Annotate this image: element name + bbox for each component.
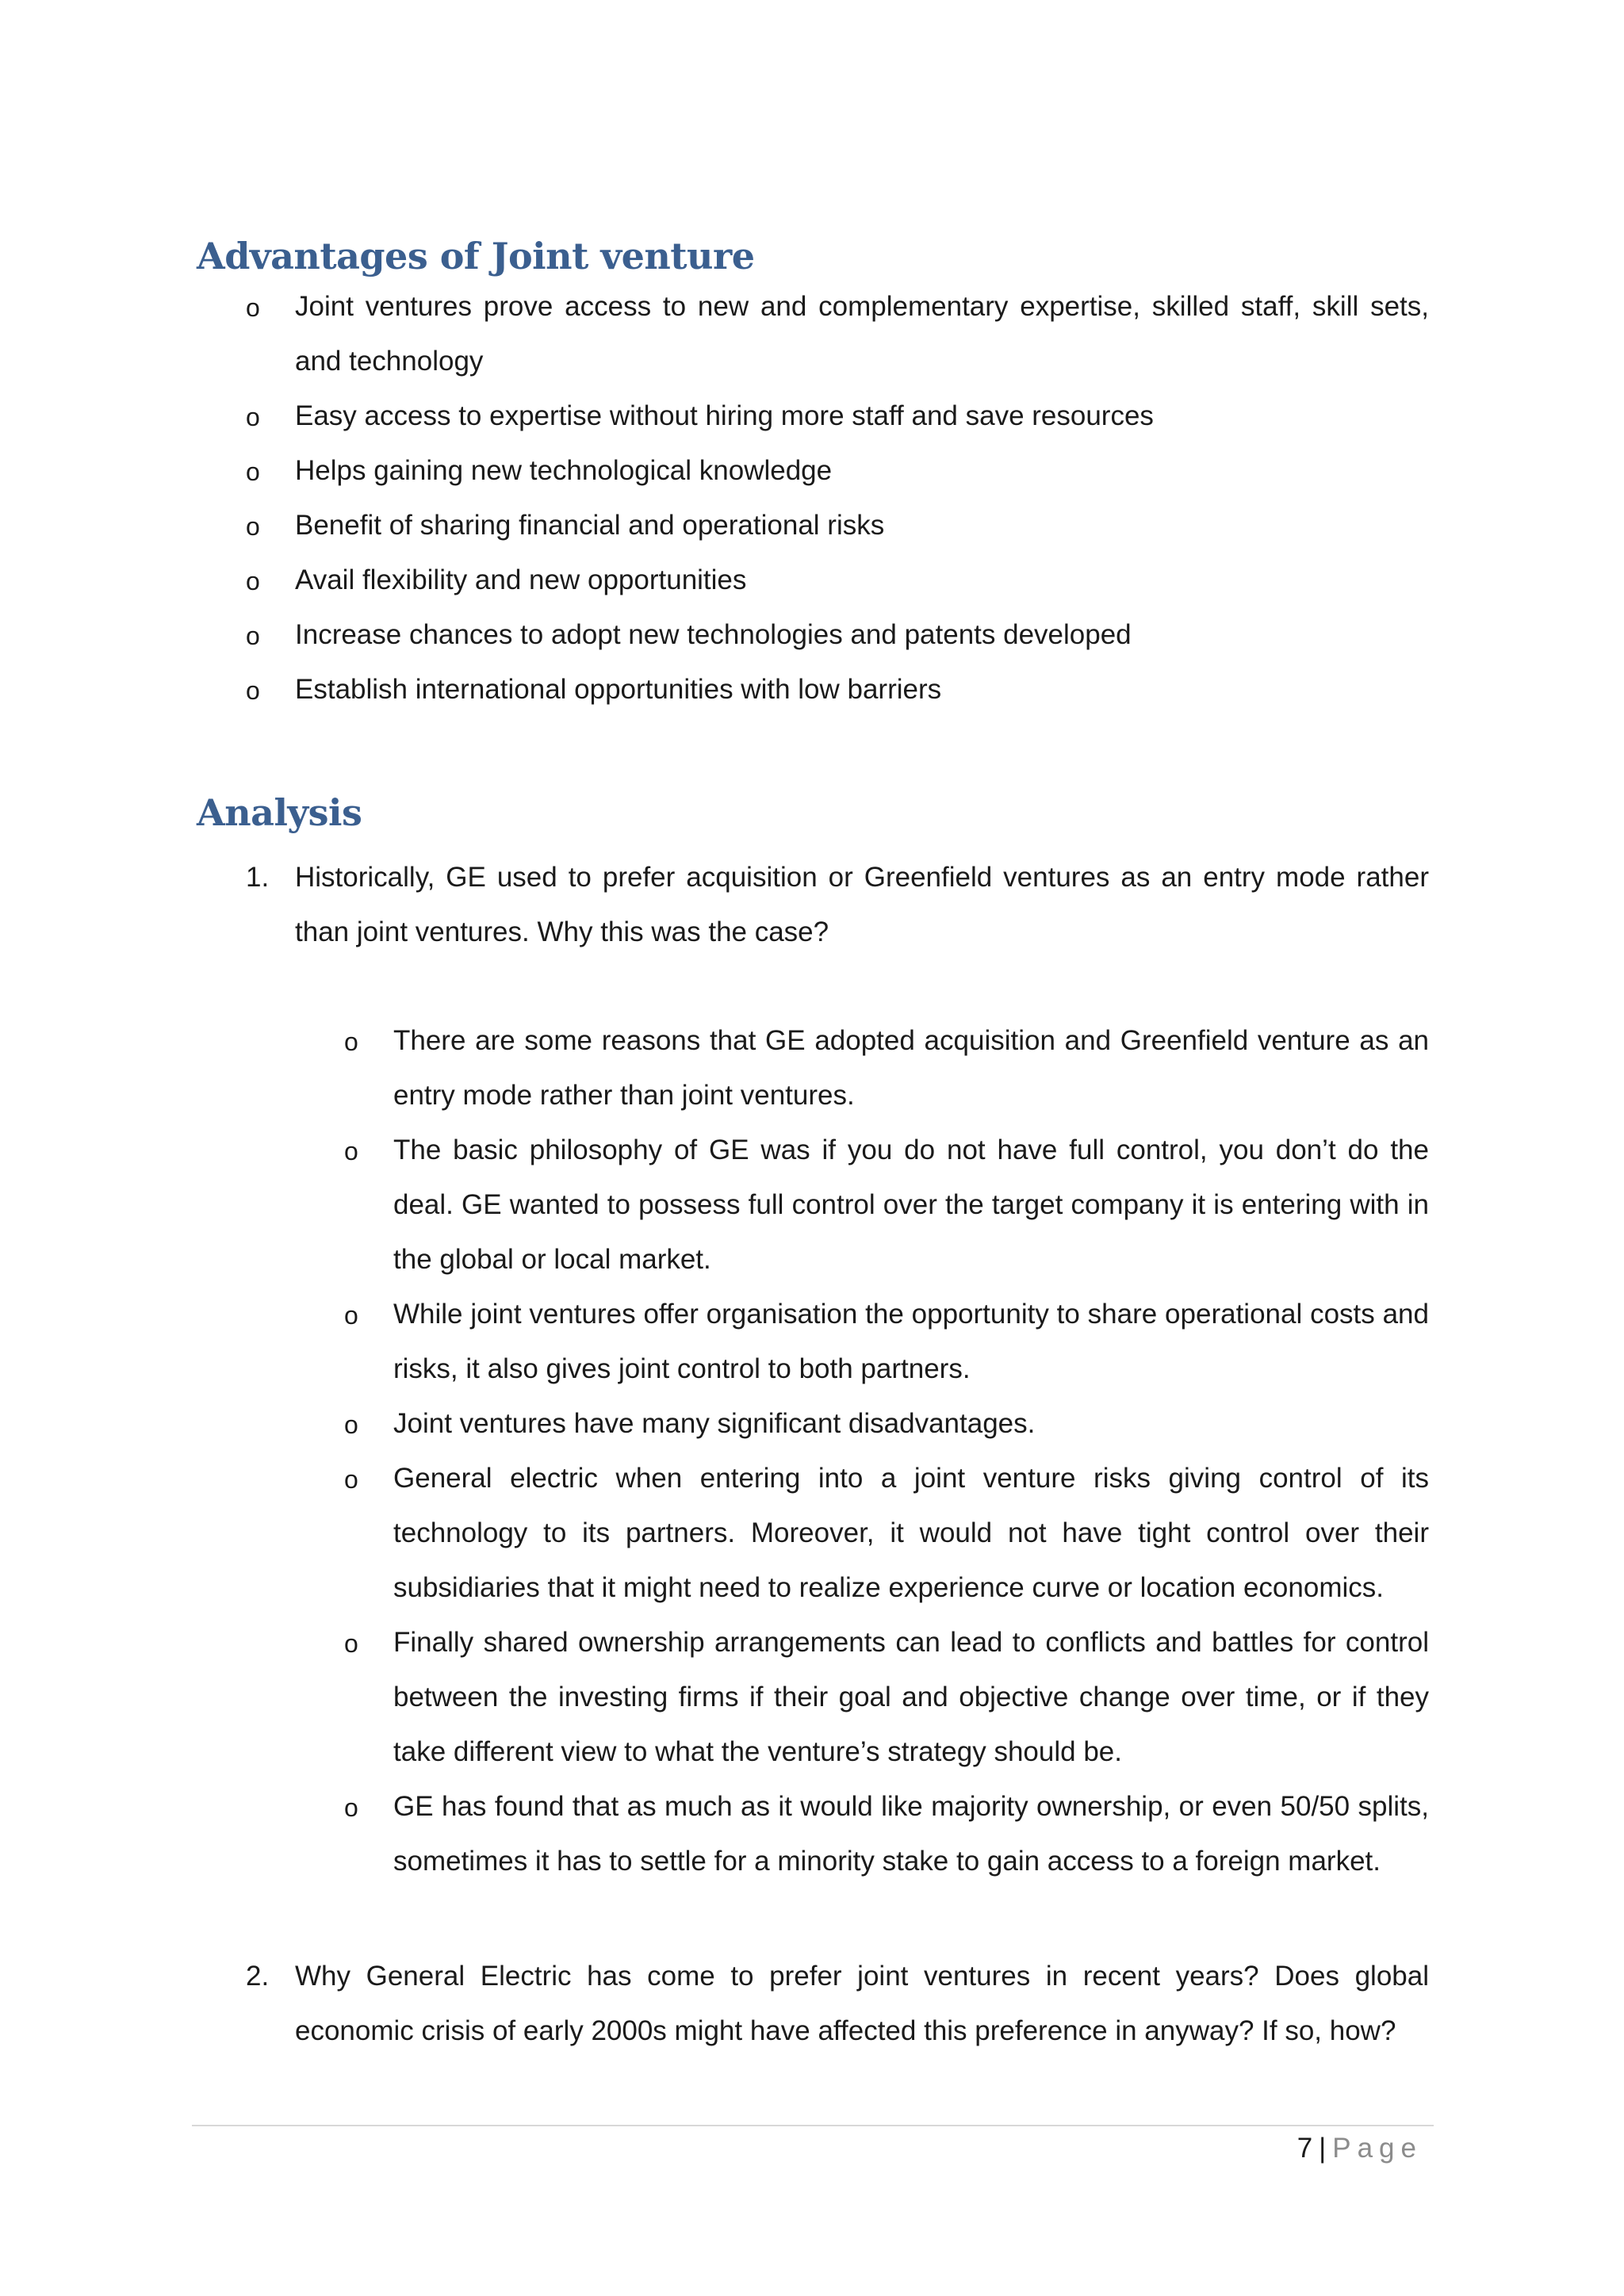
- bullet-marker: o: [246, 293, 260, 322]
- list-item: [344, 1013, 1429, 1123]
- question-number: 2.: [246, 1961, 270, 1992]
- list-item-text: There are some reasons that GE adopted acquisition and Greenfield venture as an entry mode rather than joint ventures.: [393, 1025, 1429, 1111]
- list-item: [344, 1396, 1429, 1451]
- bullet-marker: o: [246, 676, 260, 705]
- page-label: Page: [1332, 2133, 1423, 2164]
- list-item: [344, 1287, 1429, 1396]
- bullet-marker: o: [344, 1465, 358, 1494]
- list-item-text: The basic philosophy of GE was if you do not have full control, you don’t do the deal. GE wanted to possess full control over the target company it is entering with in the global or local market.: [393, 1135, 1429, 1275]
- list-item-text: Increase chances to adopt new technologies and patents developed: [295, 619, 1132, 650]
- list-item-text: Joint ventures have many significant disadvantages.: [393, 1408, 1036, 1439]
- advantages-list: [246, 279, 1429, 717]
- list-item-text: While joint ventures offer organisation the opportunity to share operational costs and risks, it also gives joint control to both partners.: [393, 1299, 1429, 1384]
- bullet-marker: o: [344, 1793, 358, 1822]
- list-item: [246, 607, 1429, 662]
- list-item-text: General electric when entering into a joint venture risks giving control of its technology to its partners. Moreover, it would not have tight control over their subsidiaries that it might need to realize experience curve or location economics.: [393, 1463, 1429, 1603]
- bullet-marker: o: [246, 622, 260, 650]
- list-item-text: Joint ventures prove access to new and complementary expertise, skilled staff, skill sets, and technology: [295, 291, 1429, 377]
- bullet-marker: o: [344, 1301, 358, 1330]
- bullet-marker: o: [246, 457, 260, 486]
- bullet-marker: o: [246, 403, 260, 431]
- list-item-text: GE has found that as much as it would like majority ownership, or even 50/50 splits, sometimes it has to settle for a minority stake to gain access to a foreign market.: [393, 1791, 1429, 1877]
- question-2: [246, 1949, 1429, 2058]
- bullet-marker: o: [344, 1629, 358, 1658]
- question-number: 1.: [246, 862, 270, 893]
- footer-divider: [192, 2125, 1434, 2126]
- list-item: [246, 498, 1429, 553]
- footer-separator: |: [1319, 2133, 1327, 2164]
- bullet-marker: o: [344, 1410, 358, 1439]
- list-item: [246, 443, 1429, 498]
- question-text: Why General Electric has come to prefer joint ventures in recent years? Does global economic crisis of early 2000s might have affected this preference in anyway? If so, how?: [295, 1961, 1429, 2046]
- advantages-heading: Advantages of Joint venture: [197, 235, 755, 277]
- bullet-marker: o: [344, 1027, 358, 1056]
- list-item-text: Establish international opportunities with low barriers: [295, 674, 942, 705]
- list-item-text: Helps gaining new technological knowledge: [295, 455, 833, 486]
- list-item: [344, 1451, 1429, 1615]
- list-item-text: Easy access to expertise without hiring more staff and save resources: [295, 400, 1154, 431]
- question-1: [246, 850, 1429, 959]
- list-item: [246, 553, 1429, 607]
- analysis-heading: Analysis: [197, 791, 362, 834]
- list-item: [246, 388, 1429, 443]
- list-item: [344, 1615, 1429, 1779]
- bullet-marker: o: [246, 567, 260, 595]
- bullet-marker: o: [344, 1137, 358, 1165]
- page-footer: [1297, 2130, 1423, 2168]
- bullet-marker: o: [246, 512, 260, 541]
- list-item: [344, 1123, 1429, 1287]
- list-item: [344, 1779, 1429, 1888]
- list-item-text: Finally shared ownership arrangements can lead to conflicts and battles for control between the investing firms if their goal and objective change over time, or if they take different view to what the venture’s strategy should be.: [393, 1627, 1429, 1767]
- page-number: 7: [1297, 2133, 1313, 2164]
- question-text: Historically, GE used to prefer acquisition or Greenfield ventures as an entry mode rather than joint ventures. Why this was the case?: [295, 862, 1429, 947]
- list-item-text: Avail flexibility and new opportunities: [295, 564, 747, 595]
- list-item: [246, 279, 1429, 388]
- list-item-text: Benefit of sharing financial and operational risks: [295, 510, 885, 541]
- list-item: [246, 662, 1429, 717]
- answer-points-list: [344, 1013, 1429, 1888]
